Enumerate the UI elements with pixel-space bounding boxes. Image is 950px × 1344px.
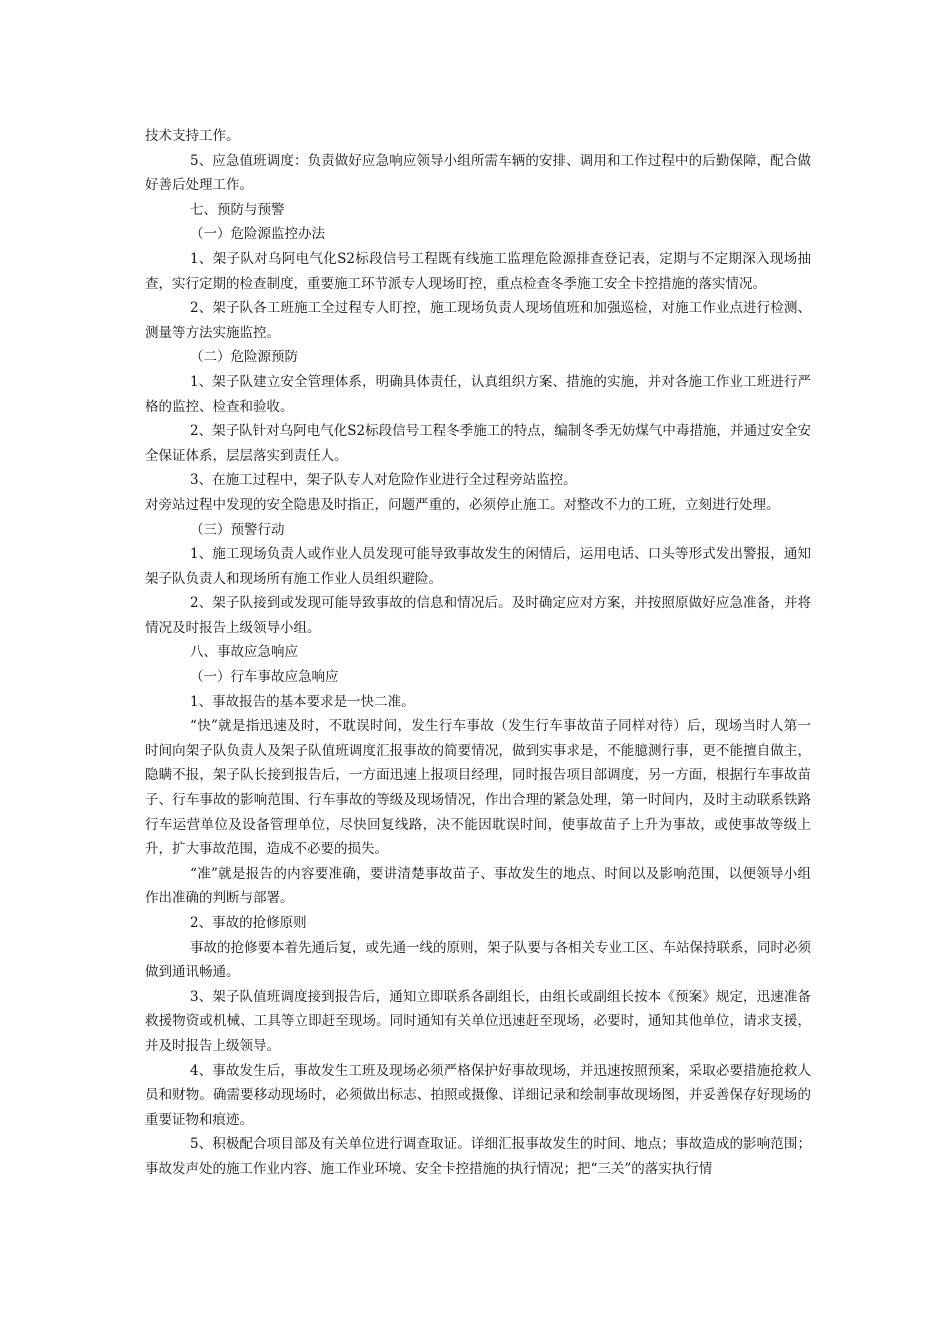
paragraph: 对旁站过程中发现的安全隐患及时指正，问题严重的，必须停止施工。对整改不力的工班，立刻进行处理。: [145, 496, 780, 513]
paragraph: 2、架子队接到或发现可能导致事故的信息和情况后。及时确定应对方案，并按照原做好应急准备，并将情况及时报告上级领导小组。: [145, 595, 811, 636]
subsection-heading: （三）预警行动: [190, 521, 285, 538]
paragraph: “快”就是指迅速及时，不耽误时间，发生行车事故（发生行车事故苗子同样对待）后，现场当时人第一时间向架子队负责人及架子队值班调度汇报事故的简要情况，做到实事求是，不能臆测行事，更不能擅自做主，隐瞒不报，架子队长接到报告后，一方面迅速上报项目经理，同时报告项目部调度，另一方面，根据行车事故苗子、行车事故的影响范围、行车事故的等级及现场情况，作出合理的紧急处理，第一时间内，及时主动联系铁路行车运营单位及设备管理单位，尽快回复线路，决不能因耽误时间，使事故苗子上升为事故，或使事故等级上升，扩大事故范围，造成不必要的损失。: [145, 718, 811, 858]
section-heading: 七、预防与预警: [190, 201, 285, 218]
paragraph: 5、积极配合项目部及有关单位进行调查取证。详细汇报事故发生的时间、地点；事故造成的影响范围；事故发声处的施工作业内容、施工作业环境、安全卡控措施的执行情况；把“三关”的落实执行情: [145, 1136, 811, 1177]
paragraph: 3、在施工过程中，架子队专人对危险作业进行全过程旁站监控。: [190, 472, 577, 489]
paragraph: 1、架子队对乌阿电气化S2标段信号工程既有线施工监理危险源排查登记表，定期与不定期深入现场抽查，实行定期的检查制度，重要施工环节派专人现场盯控，重点检查冬季施工安全卡控措施的落实情况。: [145, 250, 811, 292]
paragraph: 4、事故发生后，事故发生工班及现场必须严格保护好事故现场，并迅速按照预案，采取必要措施抢救人员和财物。确需要移动现场时，必须做出标志、拍照或摄像、详细记录和绘制事故现场图，并妥善保存好现场的重要证物和痕迹。: [145, 1062, 811, 1128]
paragraph: 1、施工现场负责人或作业人员发现可能导致事故发生的闲情后，运用电话、口头等形式发出警报，通知架子队负责人和现场所有施工作业人员组织避险。: [145, 546, 811, 587]
paragraph: 事故的抢修要本着先通后复，或先通一线的原则，架子队要与各相关专业工区、车站保持联系，同时必须做到通讯畅通。: [145, 939, 811, 981]
paragraph: “准”就是报告的内容要准确，要讲清楚事故苗子、事故发生的地点、时间以及影响范围，以便领导小组作出准确的判断与部署。: [145, 865, 811, 907]
document-page: [145, 124, 811, 1182]
paragraph: 2、事故的抢修原则: [190, 915, 307, 931]
paragraph: 1、架子队建立安全管理体系，明确具体责任，认真组织方案、措施的实施，并对各施工作业工班进行严格的监控、检查和验收。: [145, 373, 811, 415]
paragraph: 3、架子队值班调度接到报告后，通知立即联系各副组长，由组长或副组长按本《预案》规定，迅速准备救援物资或机械、工具等立即赶至现场。同时通知有关单位迅速赶至现场，必要时，通知其他单位，请求支援，并及时报告上级领导。: [145, 988, 811, 1054]
paragraph: 技术支持工作。: [145, 128, 240, 144]
subsection-heading: （一）行车事故应急响应: [190, 669, 339, 686]
paragraph: 2、架子队各工班施工全过程专人盯控，施工现场负责人现场值班和加强巡检，对施工作业点进行检测、测量等方法实施监控。: [145, 300, 811, 341]
subsection-heading: （二）危险源预防: [190, 349, 298, 366]
subsection-heading: （一）危险源监控办法: [190, 226, 325, 243]
paragraph: 2、架子队针对乌阿电气化S2标段信号工程冬季施工的特点，编制冬季无妨煤气中毒措施，并通过安全安全保证体系，层层落实到责任人。: [145, 423, 811, 464]
paragraph: 5、应急值班调度：负责做好应急响应领导小组所需车辆的安排、调用和工作过程中的后勤保障，配合做好善后处理工作。: [145, 152, 811, 194]
section-heading: 八、事故应急响应: [190, 644, 298, 661]
paragraph: 1、事故报告的基本要求是一快二准。: [190, 693, 415, 710]
